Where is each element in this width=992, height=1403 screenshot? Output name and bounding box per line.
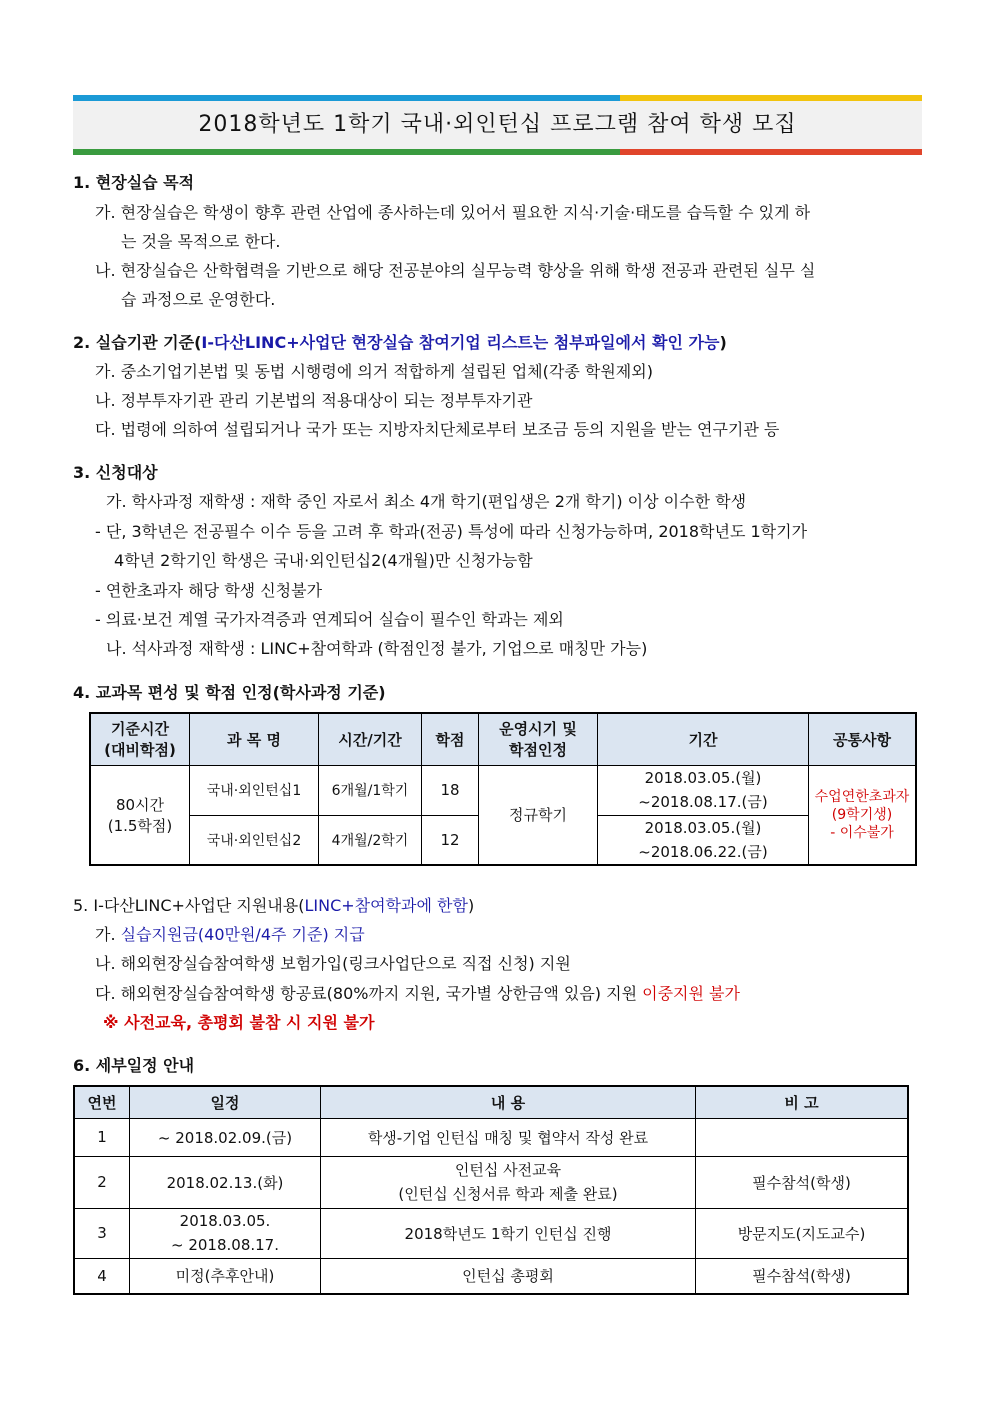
no-cell: 3 — [74, 1208, 130, 1258]
course-table — [89, 712, 917, 866]
s2-item-a: 가. 중소기업기본법 및 동법 시행령에 의거 적합하게 설립된 업체(각종 학원제외) — [95, 362, 653, 381]
s3-dash-3: - 의료·보건 계열 국가자격증과 연계되어 실습이 필수인 학과는 제외 — [95, 610, 564, 629]
content-cell: 인턴십 총평회 — [321, 1258, 696, 1294]
title-banner — [73, 95, 922, 155]
s3-dash-1b: 4학년 2학기인 학생은 국내·외인턴십2(4개월)만 신청가능함 — [114, 551, 533, 570]
s5-heading-blue: LINC+참여학과에 한함 — [304, 896, 468, 915]
s5-item-a-blue: 실습지원금(40만원/4주 기준) 지급 — [120, 925, 365, 944]
credit-cell: 12 — [422, 815, 479, 865]
s5-heading-text: 5. I-다산LINC+사업단 지원내용( — [73, 896, 305, 915]
credit-cell: 18 — [422, 765, 479, 815]
table-row — [90, 765, 916, 815]
s3-item-b: 나. 석사과정 재학생 : LINC+참여학과 (학점인정 불가, 기업으로 매칭만 가능) — [106, 639, 648, 658]
common-note-cell: 수업연한초과자 (9학기생) - 이수불가 — [809, 765, 917, 865]
period-cell: 2018.03.05.(월) ~2018.06.22.(금) — [598, 815, 809, 865]
date-cell: ~ 2018.02.09.(금) — [130, 1118, 321, 1156]
col-common: 공통사항 — [809, 713, 917, 765]
col-no: 연번 — [74, 1086, 130, 1118]
schedule-table — [73, 1085, 909, 1295]
s3-dash-1: - 단, 3학년은 전공필수 이수 등을 고려 후 학과(전공) 특성에 따라 신청가능하며, 2018학년도 1학기가 — [95, 522, 808, 541]
s1-item-a-line1: 가. 현장실습은 학생이 향후 관련 산업에 종사하는데 있어서 필요한 지식·기술·태도를 습득할 수 있게 하 — [95, 203, 811, 222]
s3-dash-2: - 연한초과자 해당 학생 신청불가 — [95, 581, 323, 600]
s5-heading-end: ) — [467, 896, 475, 915]
s5-item-b: 나. 해외현장실습참여학생 보험가입(링크사업단으로 직접 신청) 지원 — [95, 954, 571, 973]
s5-warning-note: ※ 사전교육, 총평회 불참 시 지원 불가 — [103, 1013, 375, 1032]
course-name-cell: 국내·외인턴십1 — [190, 765, 319, 815]
s1-item-b-line2: 습 과정으로 운영한다. — [121, 290, 276, 309]
col-content: 내 용 — [321, 1086, 696, 1118]
table-row — [74, 1208, 908, 1258]
s5-item-a: 가. 실습지원금(40만원/4주 기준) 지급 — [95, 925, 365, 944]
content-cell: 학생-기업 인턴십 매칭 및 협약서 작성 완료 — [321, 1118, 696, 1156]
remark-cell: 필수참석(학생) — [696, 1156, 909, 1208]
s3-item-a: 가. 학사과정 재학생 : 재학 중인 자로서 최소 4개 학기(편입생은 2개 학기) 이상 이수한 학생 — [106, 492, 747, 511]
s5-item-c: 다. 해외현장실습참여학생 항공료(80%까지 지원, 국가별 상한금액 있음) 지원 이중지원 불가 — [95, 984, 740, 1003]
remark-cell: 방문지도(지도교수) — [696, 1208, 909, 1258]
table-row — [74, 1156, 908, 1208]
course-table-header — [90, 713, 916, 765]
col-duration: 시간/기간 — [319, 713, 422, 765]
page-title: 2018학년도 1학기 국내·외인턴십 프로그램 참여 학생 모집 — [198, 112, 797, 137]
section-4-heading: 4. 교과목 편성 및 학점 인정(학사과정 기준) — [73, 683, 386, 702]
bar-red-segment — [620, 149, 922, 155]
base-time-cell: 80시간 (1.5학점) — [90, 765, 190, 865]
s2-heading-end: ) — [719, 333, 727, 352]
s5-item-c-red: 이중지원 불가 — [642, 984, 740, 1003]
no-cell: 1 — [74, 1118, 130, 1156]
title-bottom-bar — [73, 149, 922, 155]
s2-item-b: 나. 정부투자기관 관리 기본법의 적용대상이 되는 정부투자기관 — [95, 391, 533, 410]
remark-cell: 필수참석(학생) — [696, 1258, 909, 1294]
date-cell: 2018.02.13.(화) — [130, 1156, 321, 1208]
date-cell: 2018.03.05. ~ 2018.08.17. — [130, 1208, 321, 1258]
no-cell: 4 — [74, 1258, 130, 1294]
remark-cell — [696, 1118, 909, 1156]
col-base-time: 기준시간 (대비학점) — [90, 713, 190, 765]
s1-item-b-line1: 나. 현장실습은 산학협력을 기반으로 해당 전공분야의 실무능력 향상을 위해 학생 전공과 관련된 실무 실 — [95, 261, 816, 280]
duration-cell: 4개월/2학기 — [319, 815, 422, 865]
col-operation: 운영시기 및 학점인정 — [479, 713, 598, 765]
s2-heading-blue: I-다산LINC+사업단 현장실습 참여기업 리스트는 첨부파일에서 확인 가능 — [201, 333, 720, 352]
period-cell: 2018.03.05.(월) ~2018.08.17.(금) — [598, 765, 809, 815]
s2-item-c: 다. 법령에 의하여 설립되거나 국가 또는 지방자치단체로부터 보조금 등의 지원을 받는 연구기관 등 — [95, 420, 780, 439]
table-row — [74, 1118, 908, 1156]
section-2-heading — [73, 330, 727, 353]
col-date: 일정 — [130, 1086, 321, 1118]
date-cell: 미정(추후안내) — [130, 1258, 321, 1294]
table-row — [74, 1258, 908, 1294]
col-course-name: 과 목 명 — [190, 713, 319, 765]
section-3-heading: 3. 신청대상 — [73, 463, 158, 482]
col-remark: 비 고 — [696, 1086, 909, 1118]
duration-cell: 6개월/1학기 — [319, 765, 422, 815]
content-cell: 인턴십 사전교육 (인턴십 신청서류 학과 제출 완료) — [321, 1156, 696, 1208]
operation-cell: 정규학기 — [479, 765, 598, 865]
section-6-heading: 6. 세부일정 안내 — [73, 1056, 195, 1075]
no-cell: 2 — [74, 1156, 130, 1208]
col-period: 기간 — [598, 713, 809, 765]
col-credit: 학점 — [422, 713, 479, 765]
course-name-cell: 국내·외인턴십2 — [190, 815, 319, 865]
s2-heading-text: 2. 실습기관 기준( — [73, 333, 202, 352]
schedule-table-header — [74, 1086, 908, 1118]
bar-green-segment — [73, 149, 620, 155]
content-cell: 2018학년도 1학기 인턴십 진행 — [321, 1208, 696, 1258]
section-5-heading — [73, 893, 474, 916]
section-1-heading: 1. 현장실습 목적 — [73, 173, 195, 192]
s1-item-a-line2: 는 것을 목적으로 한다. — [121, 232, 281, 251]
